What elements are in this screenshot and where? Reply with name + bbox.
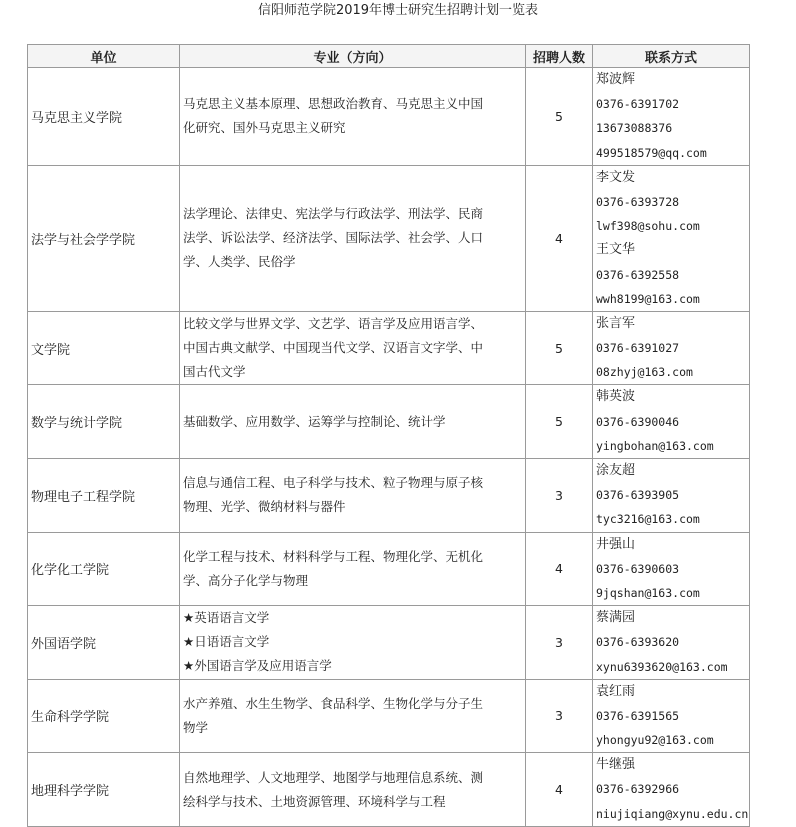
major-line: 比较文学与世界文学、文艺学、语言学及应用语言学、 xyxy=(183,316,484,332)
major-line: 自然地理学、人文地理学、地图学与地理信息系统、测 xyxy=(183,769,484,785)
major-line: ★日语语言文学 xyxy=(183,634,270,650)
contact-cell xyxy=(593,459,750,533)
contact-phone: 0376-6392558 xyxy=(596,267,680,282)
contact-phone: 0376-6393728 xyxy=(596,194,680,209)
count-cell: 4 xyxy=(526,532,593,606)
contact-name: 袁红雨 xyxy=(596,683,636,699)
major-cell xyxy=(180,459,526,533)
count-cell: 3 xyxy=(526,679,593,753)
major-line: 物学 xyxy=(183,719,209,735)
contact-phone: 13673088376 xyxy=(596,121,673,136)
major-cell xyxy=(180,165,526,311)
unit-cell: 数学与统计学院 xyxy=(28,385,180,459)
contact-cell xyxy=(593,606,750,680)
header-count: 招聘人数 xyxy=(526,45,593,68)
contact-name: 蔡满园 xyxy=(596,610,636,626)
count-cell: 3 xyxy=(526,459,593,533)
contact-cell xyxy=(593,532,750,606)
count-cell: 3 xyxy=(526,606,593,680)
contact-name: 郑波辉 xyxy=(596,72,636,87)
table-row xyxy=(28,459,750,533)
contact-email[interactable]: niujiqiang@xynu.edu.cn xyxy=(596,806,749,821)
major-cell xyxy=(180,532,526,606)
contact-email[interactable]: tyc3216@163.com xyxy=(596,512,700,527)
contact-cell xyxy=(593,165,750,311)
contact-email[interactable]: lwf398@sohu.com xyxy=(596,219,700,234)
major-line: 信息与通信工程、电子科学与技术、粒子物理与原子核 xyxy=(183,475,484,491)
contact-phone: 0376-6391565 xyxy=(596,708,680,723)
contact-cell xyxy=(593,679,750,753)
major-line: 法学理论、法律史、宪法学与行政法学、刑法学、民商 xyxy=(183,206,484,222)
contact-email[interactable]: 9jqshan@163.com xyxy=(596,585,700,600)
count-cell: 5 xyxy=(526,68,593,166)
major-line: 水产养殖、水生生物学、食品科学、生物化学与分子生 xyxy=(183,695,484,711)
recruitment-table xyxy=(27,44,750,827)
contact-email[interactable]: xynu6393620@163.com xyxy=(596,659,728,674)
unit-cell: 外国语学院 xyxy=(28,606,180,680)
contact-cell xyxy=(593,68,750,166)
contact-email[interactable]: wwh8199@163.com xyxy=(596,291,700,306)
unit-cell: 马克思主义学院 xyxy=(28,68,180,166)
major-line: 物理、光学、微纳材料与器件 xyxy=(183,499,346,515)
table-row xyxy=(28,165,750,311)
major-cell xyxy=(180,68,526,166)
major-line: 学、高分子化学与物理 xyxy=(183,572,309,588)
contact-cell xyxy=(593,753,750,827)
contact-name: 井强山 xyxy=(596,536,636,552)
major-cell xyxy=(180,679,526,753)
major-line: ★英语语言文学 xyxy=(183,610,270,626)
major-line: 化研究、国外马克思主义研究 xyxy=(183,120,346,136)
table-row xyxy=(28,68,750,166)
unit-cell: 生命科学学院 xyxy=(28,679,180,753)
contact-name: 牛继强 xyxy=(596,757,636,773)
contact-cell xyxy=(593,385,750,459)
major-line: 国古代文学 xyxy=(183,364,246,380)
table-row xyxy=(28,606,750,680)
table-row xyxy=(28,311,750,385)
table-row xyxy=(28,679,750,753)
contact-name: 韩英波 xyxy=(596,389,636,405)
major-line: 学、人类学、民俗学 xyxy=(183,254,296,270)
table-body xyxy=(28,68,750,827)
contact-phone: 0376-6391702 xyxy=(596,97,680,112)
contact-phone: 0376-6393905 xyxy=(596,488,680,503)
contact-email[interactable]: yhongyu92@163.com xyxy=(596,733,714,748)
contact-name: 张言军 xyxy=(596,315,636,331)
contact-phone: 0376-6390603 xyxy=(596,561,680,576)
unit-cell: 法学与社会学学院 xyxy=(28,165,180,311)
table-row xyxy=(28,753,750,827)
major-line: 绘科学与技术、土地资源管理、环境科学与工程 xyxy=(183,793,446,809)
major-line: 基础数学、应用数学、运筹学与控制论、统计学 xyxy=(183,413,446,429)
contact-phone: 0376-6392966 xyxy=(596,782,680,797)
major-line: 法学、诉讼法学、经济法学、国际法学、社会学、人口 xyxy=(183,230,484,246)
count-cell: 5 xyxy=(526,311,593,385)
contact-phone: 0376-6390046 xyxy=(596,414,680,429)
header-contact: 联系方式 xyxy=(593,45,750,68)
contact-phone: 0376-6393620 xyxy=(596,635,680,650)
contact-email[interactable]: yingbohan@163.com xyxy=(596,438,714,453)
count-cell: 4 xyxy=(526,753,593,827)
unit-cell: 文学院 xyxy=(28,311,180,385)
unit-cell: 地理科学学院 xyxy=(28,753,180,827)
contact-name: 李文发 xyxy=(596,169,636,185)
major-line: 中国古典文献学、中国现当代文学、汉语言文字学、中 xyxy=(183,340,484,356)
contact-name: 王文华 xyxy=(596,242,636,258)
header-major: 专业（方向） xyxy=(180,45,526,68)
count-cell: 5 xyxy=(526,385,593,459)
major-cell xyxy=(180,753,526,827)
unit-cell: 物理电子工程学院 xyxy=(28,459,180,533)
contact-phone: 0376-6391027 xyxy=(596,341,680,356)
major-cell xyxy=(180,606,526,680)
count-cell: 4 xyxy=(526,165,593,311)
major-line: 化学工程与技术、材料科学与工程、物理化学、无机化 xyxy=(183,548,484,564)
contact-cell xyxy=(593,311,750,385)
major-line: 马克思主义基本原理、思想政治教育、马克思主义中国 xyxy=(183,96,484,112)
major-cell xyxy=(180,311,526,385)
header-unit: 单位 xyxy=(28,45,180,68)
table-row xyxy=(28,385,750,459)
contact-email[interactable]: 08zhyj@163.com xyxy=(596,365,693,380)
contact-email[interactable]: 499518579@qq.com xyxy=(596,145,707,160)
table-header-row xyxy=(28,45,750,68)
document-title: 信阳师范学院2019年博士研究生招聘计划一览表 xyxy=(257,3,539,18)
unit-cell: 化学化工学院 xyxy=(28,532,180,606)
table-row xyxy=(28,532,750,606)
major-line: ★外国语言学及应用语言学 xyxy=(183,658,332,674)
contact-name: 涂友超 xyxy=(596,463,636,478)
major-cell xyxy=(180,385,526,459)
